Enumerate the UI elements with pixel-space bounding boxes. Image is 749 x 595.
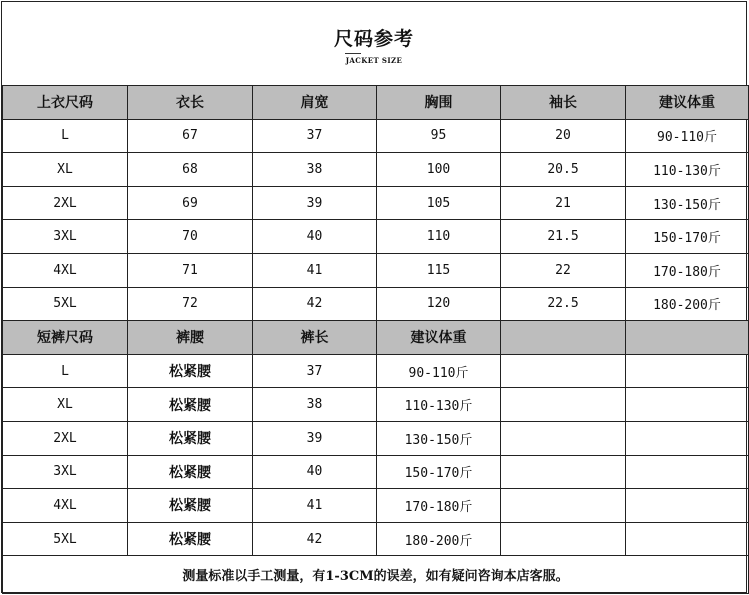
jacket-cell: 41 — [253, 253, 377, 287]
jacket-row — [3, 186, 749, 220]
shorts-row — [3, 388, 749, 422]
shorts-empty-cell — [626, 489, 749, 523]
shorts-cell: 180-200斤 — [377, 522, 501, 556]
jacket-row — [3, 253, 749, 287]
jacket-header-cell: 胸围 — [377, 86, 501, 120]
jacket-cell: 5XL — [3, 287, 128, 321]
shorts-header-row — [3, 321, 749, 355]
shorts-cell: 42 — [253, 522, 377, 556]
shorts-cell: 40 — [253, 455, 377, 489]
jacket-row — [3, 119, 749, 153]
shorts-row — [3, 455, 749, 489]
shorts-empty-cell — [501, 388, 626, 422]
shorts-cell: XL — [3, 388, 128, 422]
shorts-empty-cell — [626, 522, 749, 556]
size-chart — [1, 1, 747, 593]
measurement-note: 测量标准以手工测量，有1-3CM的误差，如有疑问咨询本店客服。 — [3, 556, 749, 594]
jacket-cell: 120 — [377, 287, 501, 321]
jacket-cell: 90-110斤 — [626, 119, 749, 153]
jacket-cell: 20.5 — [501, 153, 626, 187]
jacket-header-cell: 袖长 — [501, 86, 626, 120]
jacket-cell: 21.5 — [501, 220, 626, 254]
jacket-cell: 4XL — [3, 253, 128, 287]
shorts-empty-cell — [626, 421, 749, 455]
chart-title: 尺码参考 — [333, 28, 414, 50]
shorts-cell: 松紧腰 — [128, 421, 253, 455]
shorts-cell: L — [3, 354, 128, 388]
jacket-cell: 100 — [377, 153, 501, 187]
jacket-header-cell: 肩宽 — [253, 86, 377, 120]
jacket-cell: 105 — [377, 186, 501, 220]
jacket-row — [3, 153, 749, 187]
jacket-cell: 22 — [501, 253, 626, 287]
size-table — [2, 85, 749, 594]
jacket-cell: 21 — [501, 186, 626, 220]
jacket-cell: 20 — [501, 119, 626, 153]
jacket-cell: 37 — [253, 119, 377, 153]
jacket-cell: 2XL — [3, 186, 128, 220]
shorts-empty-cell — [501, 354, 626, 388]
jacket-cell: 72 — [128, 287, 253, 321]
shorts-cell: 39 — [253, 421, 377, 455]
shorts-empty-cell — [501, 421, 626, 455]
shorts-row — [3, 489, 749, 523]
jacket-cell: 150-170斤 — [626, 220, 749, 254]
shorts-cell: 2XL — [3, 421, 128, 455]
jacket-cell: L — [3, 119, 128, 153]
shorts-cell: 5XL — [3, 522, 128, 556]
jacket-row — [3, 287, 749, 321]
jacket-header-cell: 上衣尺码 — [3, 86, 128, 120]
shorts-empty-cell — [626, 455, 749, 489]
jacket-cell: 38 — [253, 153, 377, 187]
title-divider — [345, 53, 361, 54]
shorts-cell: 170-180斤 — [377, 489, 501, 523]
jacket-cell: 42 — [253, 287, 377, 321]
shorts-cell: 38 — [253, 388, 377, 422]
jacket-cell: 39 — [253, 186, 377, 220]
shorts-row — [3, 421, 749, 455]
jacket-cell: 3XL — [3, 220, 128, 254]
jacket-header-row — [3, 86, 749, 120]
shorts-header-cell: 裤长 — [253, 321, 377, 355]
size-table-body — [3, 86, 749, 594]
jacket-row — [3, 220, 749, 254]
shorts-cell: 松紧腰 — [128, 354, 253, 388]
shorts-cell: 松紧腰 — [128, 522, 253, 556]
chart-subtitle: JACKET SIZE — [345, 56, 403, 65]
shorts-cell: 3XL — [3, 455, 128, 489]
jacket-cell: XL — [3, 153, 128, 187]
shorts-empty-cell — [501, 489, 626, 523]
jacket-cell: 115 — [377, 253, 501, 287]
shorts-header-empty-cell — [626, 321, 749, 355]
shorts-cell: 41 — [253, 489, 377, 523]
jacket-cell: 68 — [128, 153, 253, 187]
jacket-cell: 70 — [128, 220, 253, 254]
jacket-cell: 40 — [253, 220, 377, 254]
shorts-header-cell: 裤腰 — [128, 321, 253, 355]
jacket-cell: 95 — [377, 119, 501, 153]
jacket-cell: 71 — [128, 253, 253, 287]
jacket-cell: 110 — [377, 220, 501, 254]
shorts-cell: 130-150斤 — [377, 421, 501, 455]
jacket-cell: 22.5 — [501, 287, 626, 321]
jacket-cell: 110-130斤 — [626, 153, 749, 187]
shorts-empty-cell — [501, 455, 626, 489]
shorts-empty-cell — [626, 354, 749, 388]
jacket-cell: 170-180斤 — [626, 253, 749, 287]
shorts-cell: 4XL — [3, 489, 128, 523]
shorts-cell: 松紧腰 — [128, 388, 253, 422]
shorts-cell: 松紧腰 — [128, 455, 253, 489]
shorts-cell: 150-170斤 — [377, 455, 501, 489]
title-block — [2, 2, 746, 85]
note-row — [3, 556, 749, 594]
shorts-header-cell: 短裤尺码 — [3, 321, 128, 355]
shorts-row — [3, 354, 749, 388]
shorts-cell: 37 — [253, 354, 377, 388]
shorts-cell: 90-110斤 — [377, 354, 501, 388]
shorts-empty-cell — [501, 522, 626, 556]
shorts-cell: 110-130斤 — [377, 388, 501, 422]
shorts-header-cell: 建议体重 — [377, 321, 501, 355]
jacket-cell: 130-150斤 — [626, 186, 749, 220]
shorts-cell: 松紧腰 — [128, 489, 253, 523]
shorts-header-empty-cell — [501, 321, 626, 355]
shorts-row — [3, 522, 749, 556]
jacket-cell: 67 — [128, 119, 253, 153]
jacket-cell: 180-200斤 — [626, 287, 749, 321]
jacket-header-cell: 建议体重 — [626, 86, 749, 120]
jacket-header-cell: 衣长 — [128, 86, 253, 120]
jacket-cell: 69 — [128, 186, 253, 220]
shorts-empty-cell — [626, 388, 749, 422]
